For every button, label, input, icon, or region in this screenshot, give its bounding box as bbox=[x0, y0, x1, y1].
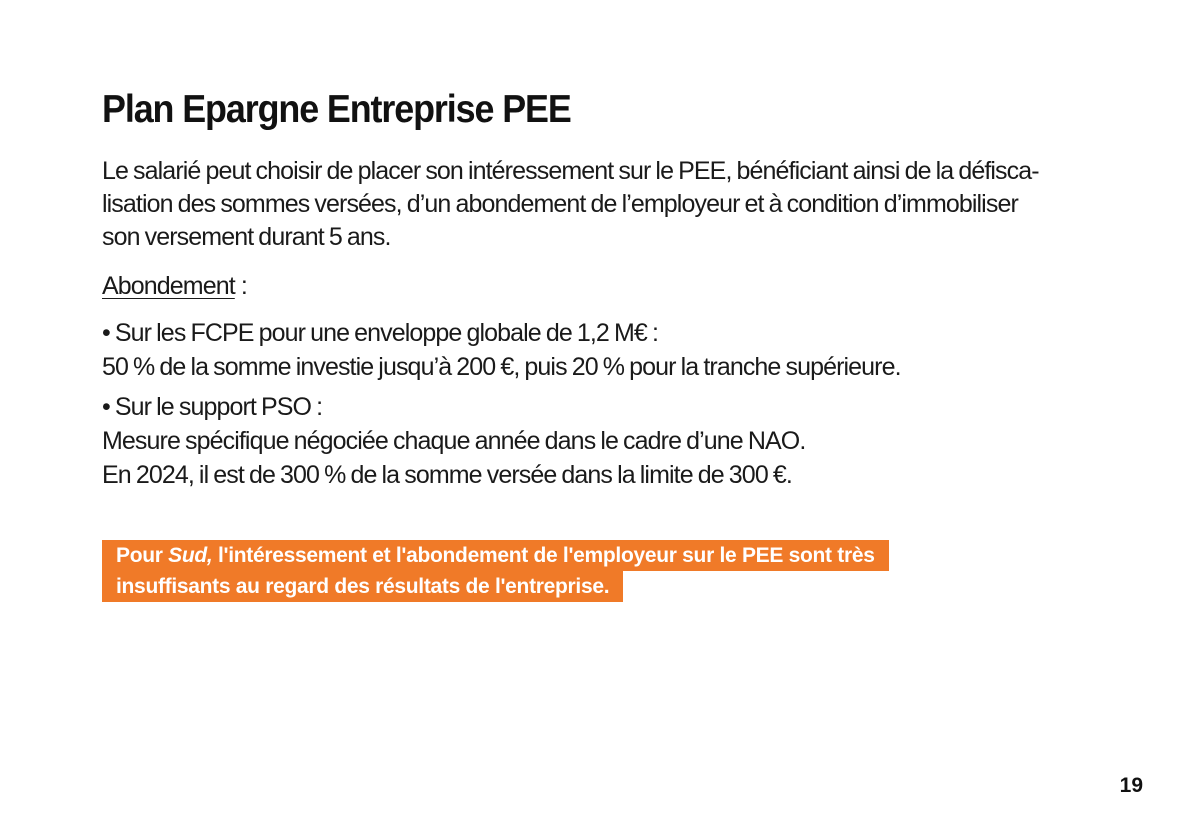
callout-emphasis: Sud, bbox=[168, 544, 213, 567]
callout-text: l'intéressement et l'abondement de l'employeur sur le PEE sont très bbox=[212, 544, 875, 567]
intro-line: Le salarié peut choisir de placer son intéressement sur le PEE, bénéficiant ainsi de la défisca- bbox=[102, 157, 1039, 185]
page-number: 19 bbox=[1119, 774, 1143, 797]
intro-line: son versement durant 5 ans. bbox=[102, 223, 391, 251]
list-item-text: En 2024, il est de 300 % de la somme versée dans la limite de 300 €. bbox=[102, 461, 792, 489]
list-item bbox=[102, 390, 901, 492]
abondement-list bbox=[102, 316, 901, 498]
list-item bbox=[102, 316, 901, 384]
intro-line: lisation des sommes versées, d’un abondement de l’employeur et à condition d’immobiliser bbox=[102, 190, 1018, 218]
callout-prefix: Pour bbox=[116, 544, 169, 567]
list-item-text: Mesure spécifique négociée chaque année dans le cadre d’une NAO. bbox=[102, 427, 806, 455]
intro-paragraph bbox=[102, 155, 1112, 254]
list-item-title-line bbox=[102, 316, 901, 350]
list-item-text: 50 % de la somme investie jusqu’à 200 €, puis 20 % pour la tranche supérieure. bbox=[102, 353, 901, 381]
callout-line-1 bbox=[102, 540, 889, 571]
abondement-heading bbox=[102, 272, 247, 301]
highlight-callout bbox=[102, 540, 889, 602]
page-title: Plan Epargne Entreprise PEE bbox=[102, 88, 571, 131]
list-item-title: Sur le support PSO : bbox=[114, 393, 323, 421]
abondement-heading-suffix: : bbox=[234, 272, 247, 300]
list-item-title-line bbox=[102, 390, 901, 424]
bullet-icon: • bbox=[102, 319, 110, 347]
abondement-heading-label: Abondement bbox=[102, 272, 235, 300]
callout-line-2: insuffisants au regard des résultats de l'entreprise. bbox=[102, 571, 623, 602]
list-item-title: Sur les FCPE pour une enveloppe globale de 1,2 M€ : bbox=[114, 319, 658, 347]
bullet-icon: • bbox=[102, 393, 110, 421]
